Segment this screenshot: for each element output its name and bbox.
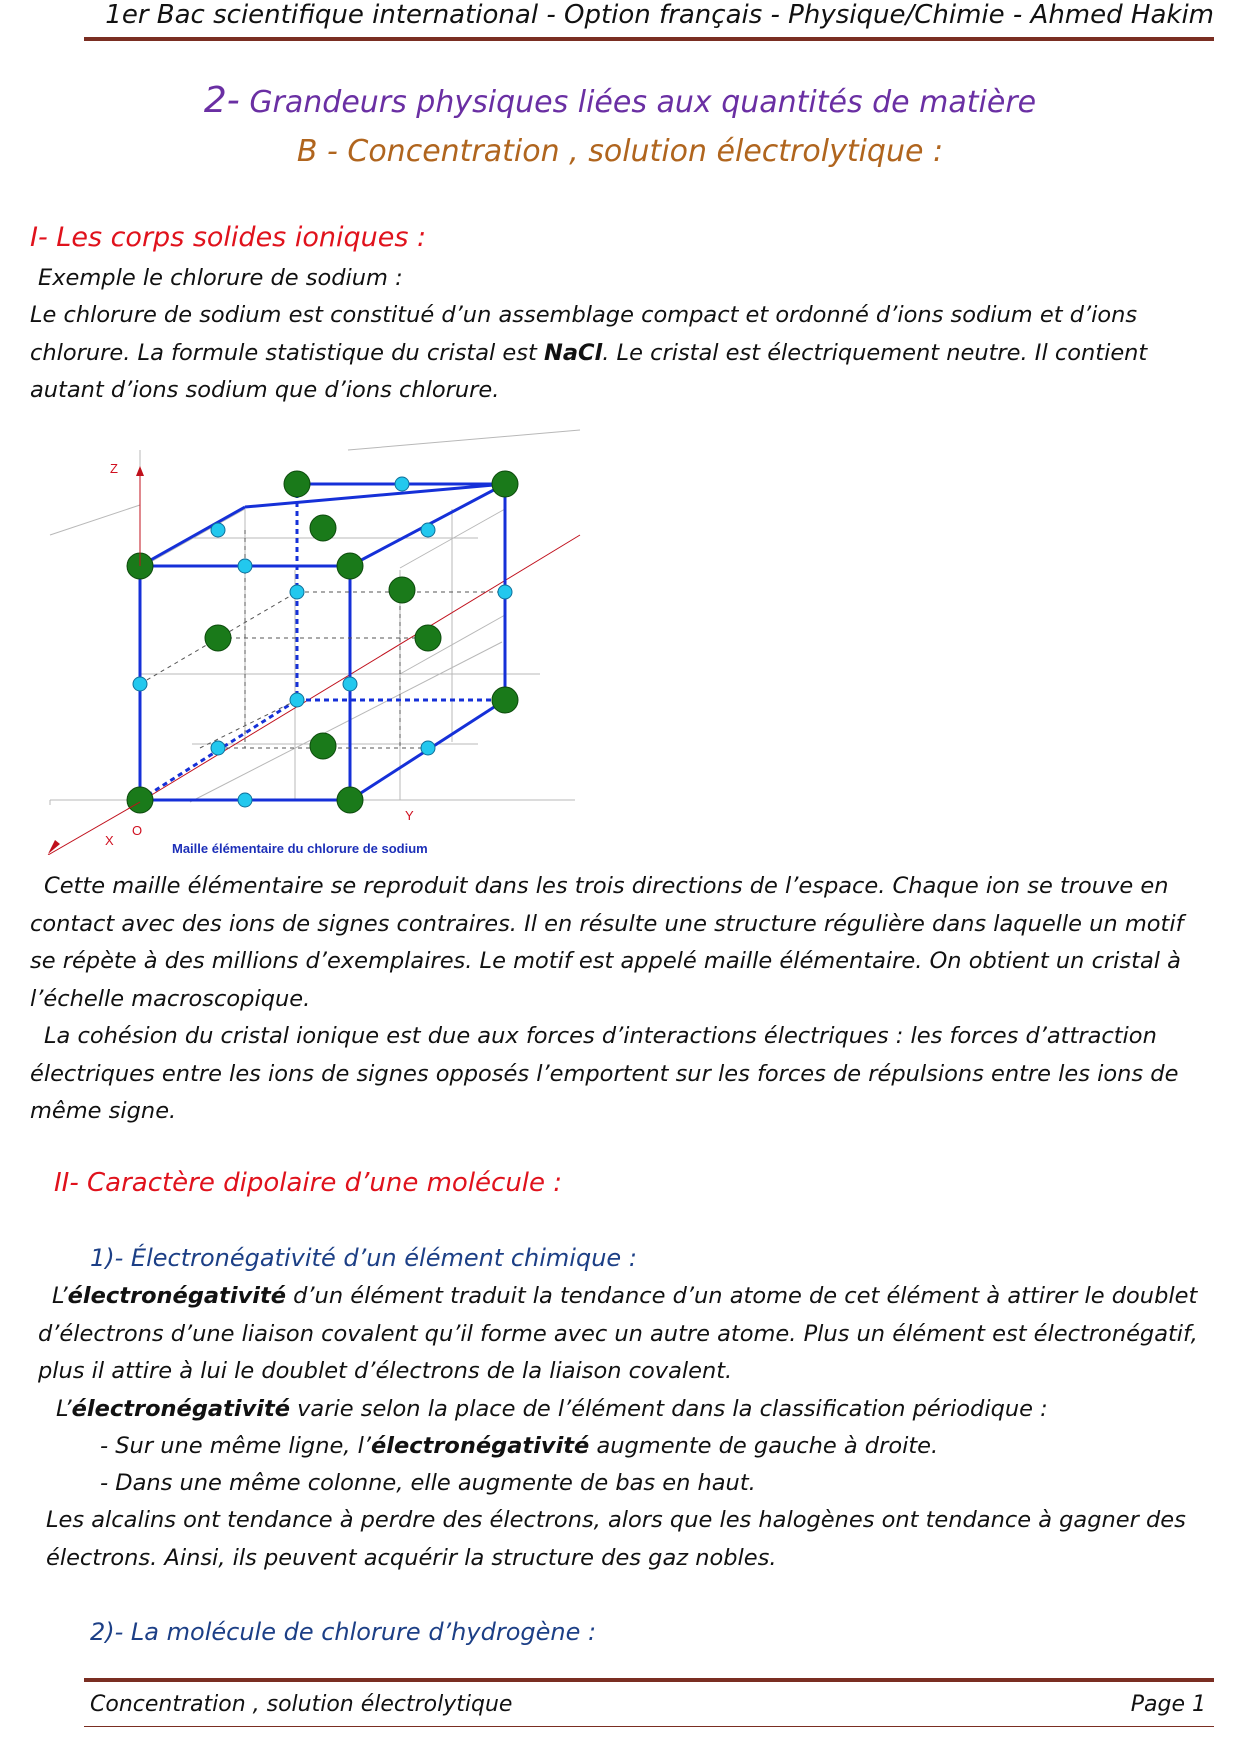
footer-rule — [84, 1678, 1214, 1682]
term-electronegativity-3: électronégativité — [371, 1433, 590, 1459]
origin-label: O — [132, 823, 143, 838]
intro-text-b: . Le cristal est électriquement neutre. Il contient autant d’ions sodium que d’ions chlorure. — [30, 339, 1148, 403]
page-header: 1er Bac scientifique international - Option français - Physique/Chimie - Ahmed Hakim — [105, 0, 1214, 30]
inner-dashed-lines — [140, 530, 505, 748]
intro-paragraph — [30, 297, 1210, 410]
bullet1-text: augmente de gauche à droite. — [589, 1433, 939, 1459]
x-axis-label: X — [105, 833, 114, 848]
paragraph-cohesion: La cohésion du cristal ionique est due aux forces d’interactions électriques : les forces d’attraction électriques entre les ions de signes opposés l’emportent sur les forces de répulsions entre les ions de même signe. — [30, 1023, 1179, 1124]
term-electronegativity: électronégativité — [67, 1283, 286, 1309]
example-line: Exemple le chlorure de sodium : — [38, 265, 403, 291]
p1-text: d’un élément traduit la tendance d’un atome de cet élément à attirer le doublet d’électrons d’une liaison covalent qu’il forme avec un autre atome. Plus un élément est électronégatif, plus il attire à lui le doublet d’électrons de la liaison covalent. — [38, 1283, 1198, 1384]
chapter-number: 2- — [203, 80, 240, 121]
y-axis-label: Y — [405, 808, 414, 823]
p1-prefix: L’ — [52, 1283, 68, 1309]
z-axis-label: Z — [110, 461, 118, 476]
section-heading-1: I- Les corps solides ioniques : — [30, 222, 427, 253]
intro-text-a: Le chlorure de sodium est constitué d’un assemblage compact et ordonné d’ions sodium et d’ions chlorure. La formule statistique du cristal est — [30, 302, 1138, 366]
paragraph-electronegativity-variation — [56, 1391, 1216, 1429]
formula: NaCl — [543, 339, 603, 366]
bullet1-prefix: - Sur une même ligne, l’ — [100, 1433, 371, 1459]
footer-bottom-rule — [84, 1726, 1214, 1727]
p2-prefix: L’ — [56, 1396, 72, 1422]
section-title: B - Concentration , solution électrolytique : — [296, 134, 944, 169]
bullet-same-row — [100, 1428, 1210, 1466]
z-axis-arrow — [136, 466, 144, 476]
paragraph-alkali-halogens: Les alcalins ont tendance à perdre des électrons, alors que les halogènes ont tendance à gagner des électrons. Ainsi, ils peuvent acquérir la structure des gaz nobles. — [46, 1507, 1186, 1571]
figure-caption: Maille élémentaire du chlorure de sodium — [172, 841, 428, 856]
chloride-ions — [127, 471, 518, 813]
chapter-title — [0, 80, 1240, 121]
paragraph-unit-cell: Cette maille élémentaire se reproduit dans les trois directions de l’espace. Chaque ion se trouve en contact avec des ions de signes contraires. Il en résulte une structure régulière dans laquelle un motif se répète à des millions d’exemplaires. Le motif est appelé maille élémentaire. On obtient un cristal à l’échelle macroscopique. — [30, 873, 1184, 1012]
term-electronegativity-2: électronégativité — [71, 1396, 290, 1422]
page-number: Page 1 — [1130, 1692, 1206, 1717]
chapter-title-text: Grandeurs physiques liées aux quantités de matière — [249, 85, 1037, 120]
x-axis — [48, 802, 143, 855]
subsection-electronegativity: 1)- Électronégativité d’un élément chimique : — [90, 1244, 637, 1272]
nacl-unit-cell-figure — [40, 410, 600, 855]
paragraph-electronegativity-definition — [38, 1278, 1216, 1391]
header-rule — [84, 37, 1214, 41]
bullet-same-column: - Dans une même colonne, elle augmente de bas en haut. — [100, 1470, 756, 1496]
subsection-hcl: 2)- La molécule de chlorure d’hydrogène : — [90, 1618, 597, 1646]
footer-title: Concentration , solution électrolytique — [90, 1692, 513, 1717]
p2-text: varie selon la place de l’élément dans la classification périodique : — [289, 1396, 1048, 1422]
section-heading-2: II- Caractère dipolaire d’une molécule : — [54, 1168, 563, 1198]
